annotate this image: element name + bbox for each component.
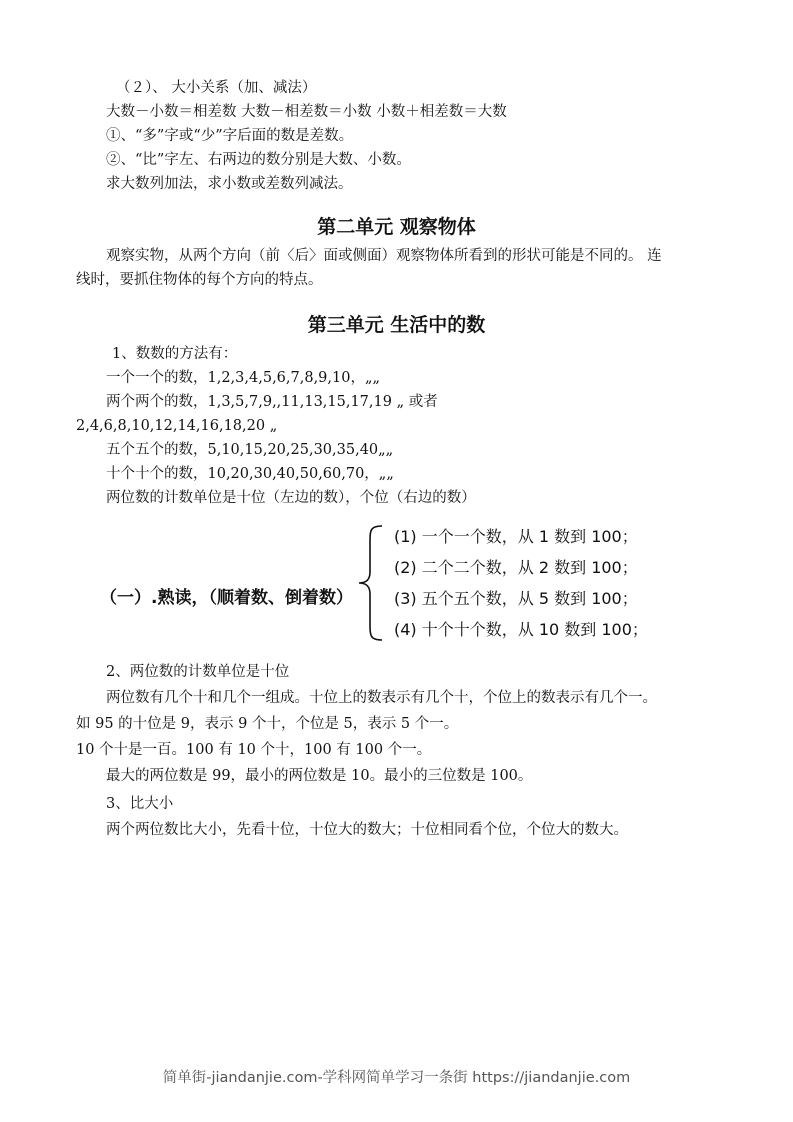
add-sub-rule-2: ②、“比”字左、右两边的数分别是大数、小数。 (106, 152, 411, 168)
sub2-line-4: 最大的两位数是 99，最小的两位数是 10。最小的三位数是 100。 (106, 768, 533, 784)
unit3-title: 第三单元 生活中的数 (307, 314, 486, 336)
sub2-line-3: 10 个十是一百。100 有 10 个十，100 有 100 个一。 (76, 742, 432, 758)
reading-diagram (100, 520, 660, 644)
sub3-line-1: 两个两位数比大小，先看十位，十位大的数大；十位相同看个位，个位大的数大。 (106, 822, 628, 838)
unit2-paragraph-line-1: 观察实物，从两个方向（前〈后〉面或侧面）观察物体所看到的形状可能是不同的。 连 (106, 248, 662, 264)
counting-heading: 1、数数的方法有： (112, 346, 238, 362)
diagram-label: （一）.熟读，（顺着数、倒着数） (100, 588, 353, 608)
add-sub-formula: 大数－小数＝相差数 大数－相差数＝小数 小数＋相差数＝大数 (106, 104, 507, 120)
diagram-branch-4: (4) 十个十个数，从 10 数到 100； (394, 620, 648, 639)
unit2-paragraph-line-2: 线时，要抓住物体的每个方向的特点。 (76, 272, 323, 288)
sub2-heading: 2、两位数的计数单位是十位 (106, 664, 290, 680)
count-by-twos-even: 2,4,6,8,10,12,14,16,18,20 „ (76, 418, 278, 434)
diagram-branch-3: (3) 五个五个数，从 5 数到 100； (394, 589, 638, 608)
page-footer: 简单街-jiandanjie.com-学科网简单学习一条街 https://jiandanjie.com (162, 1070, 631, 1086)
count-by-fives: 五个五个的数，5,10,15,20,25,30,35,40„„ (106, 442, 394, 458)
sub2-line-1: 两位数有几个十和几个一组成。十位上的数表示有几个十，个位上的数表示有几个一。 (106, 690, 657, 706)
count-by-twos-odd: 两个两个的数，1,3,5,7,9,,11,13,15,17,19 „ 或者 (106, 394, 438, 410)
unit2-title: 第二单元 观察物体 (317, 216, 476, 238)
add-sub-rule-3: 求大数列加法，求小数或差数列减法。 (106, 176, 353, 192)
count-by-ones: 一个一个的数，1,2,3,4,5,6,7,8,9,10，„„ (106, 370, 380, 386)
add-sub-rule-1: ①、“多”字或“少”字后面的数是差数。 (106, 128, 354, 144)
diagram-branch-1: (1) 一个一个数，从 1 数到 100； (394, 527, 638, 546)
brace-icon (356, 524, 384, 642)
diagram-branch-2: (2) 二个二个数，从 2 数到 100； (394, 558, 638, 577)
sub2-line-2: 如 95 的十位是 9，表示 9 个十，个位是 5，表示 5 个一。 (76, 716, 459, 732)
count-by-tens: 十个十个的数，10,20,30,40,50,60,70，„„ (106, 466, 394, 482)
add-sub-heading: （２）、 大小关系（加、减法） (116, 80, 317, 96)
sub3-heading: 3、比大小 (106, 796, 174, 812)
place-value-units: 两位数的计数单位是十位（左边的数），个位（右边的数） (106, 490, 476, 506)
